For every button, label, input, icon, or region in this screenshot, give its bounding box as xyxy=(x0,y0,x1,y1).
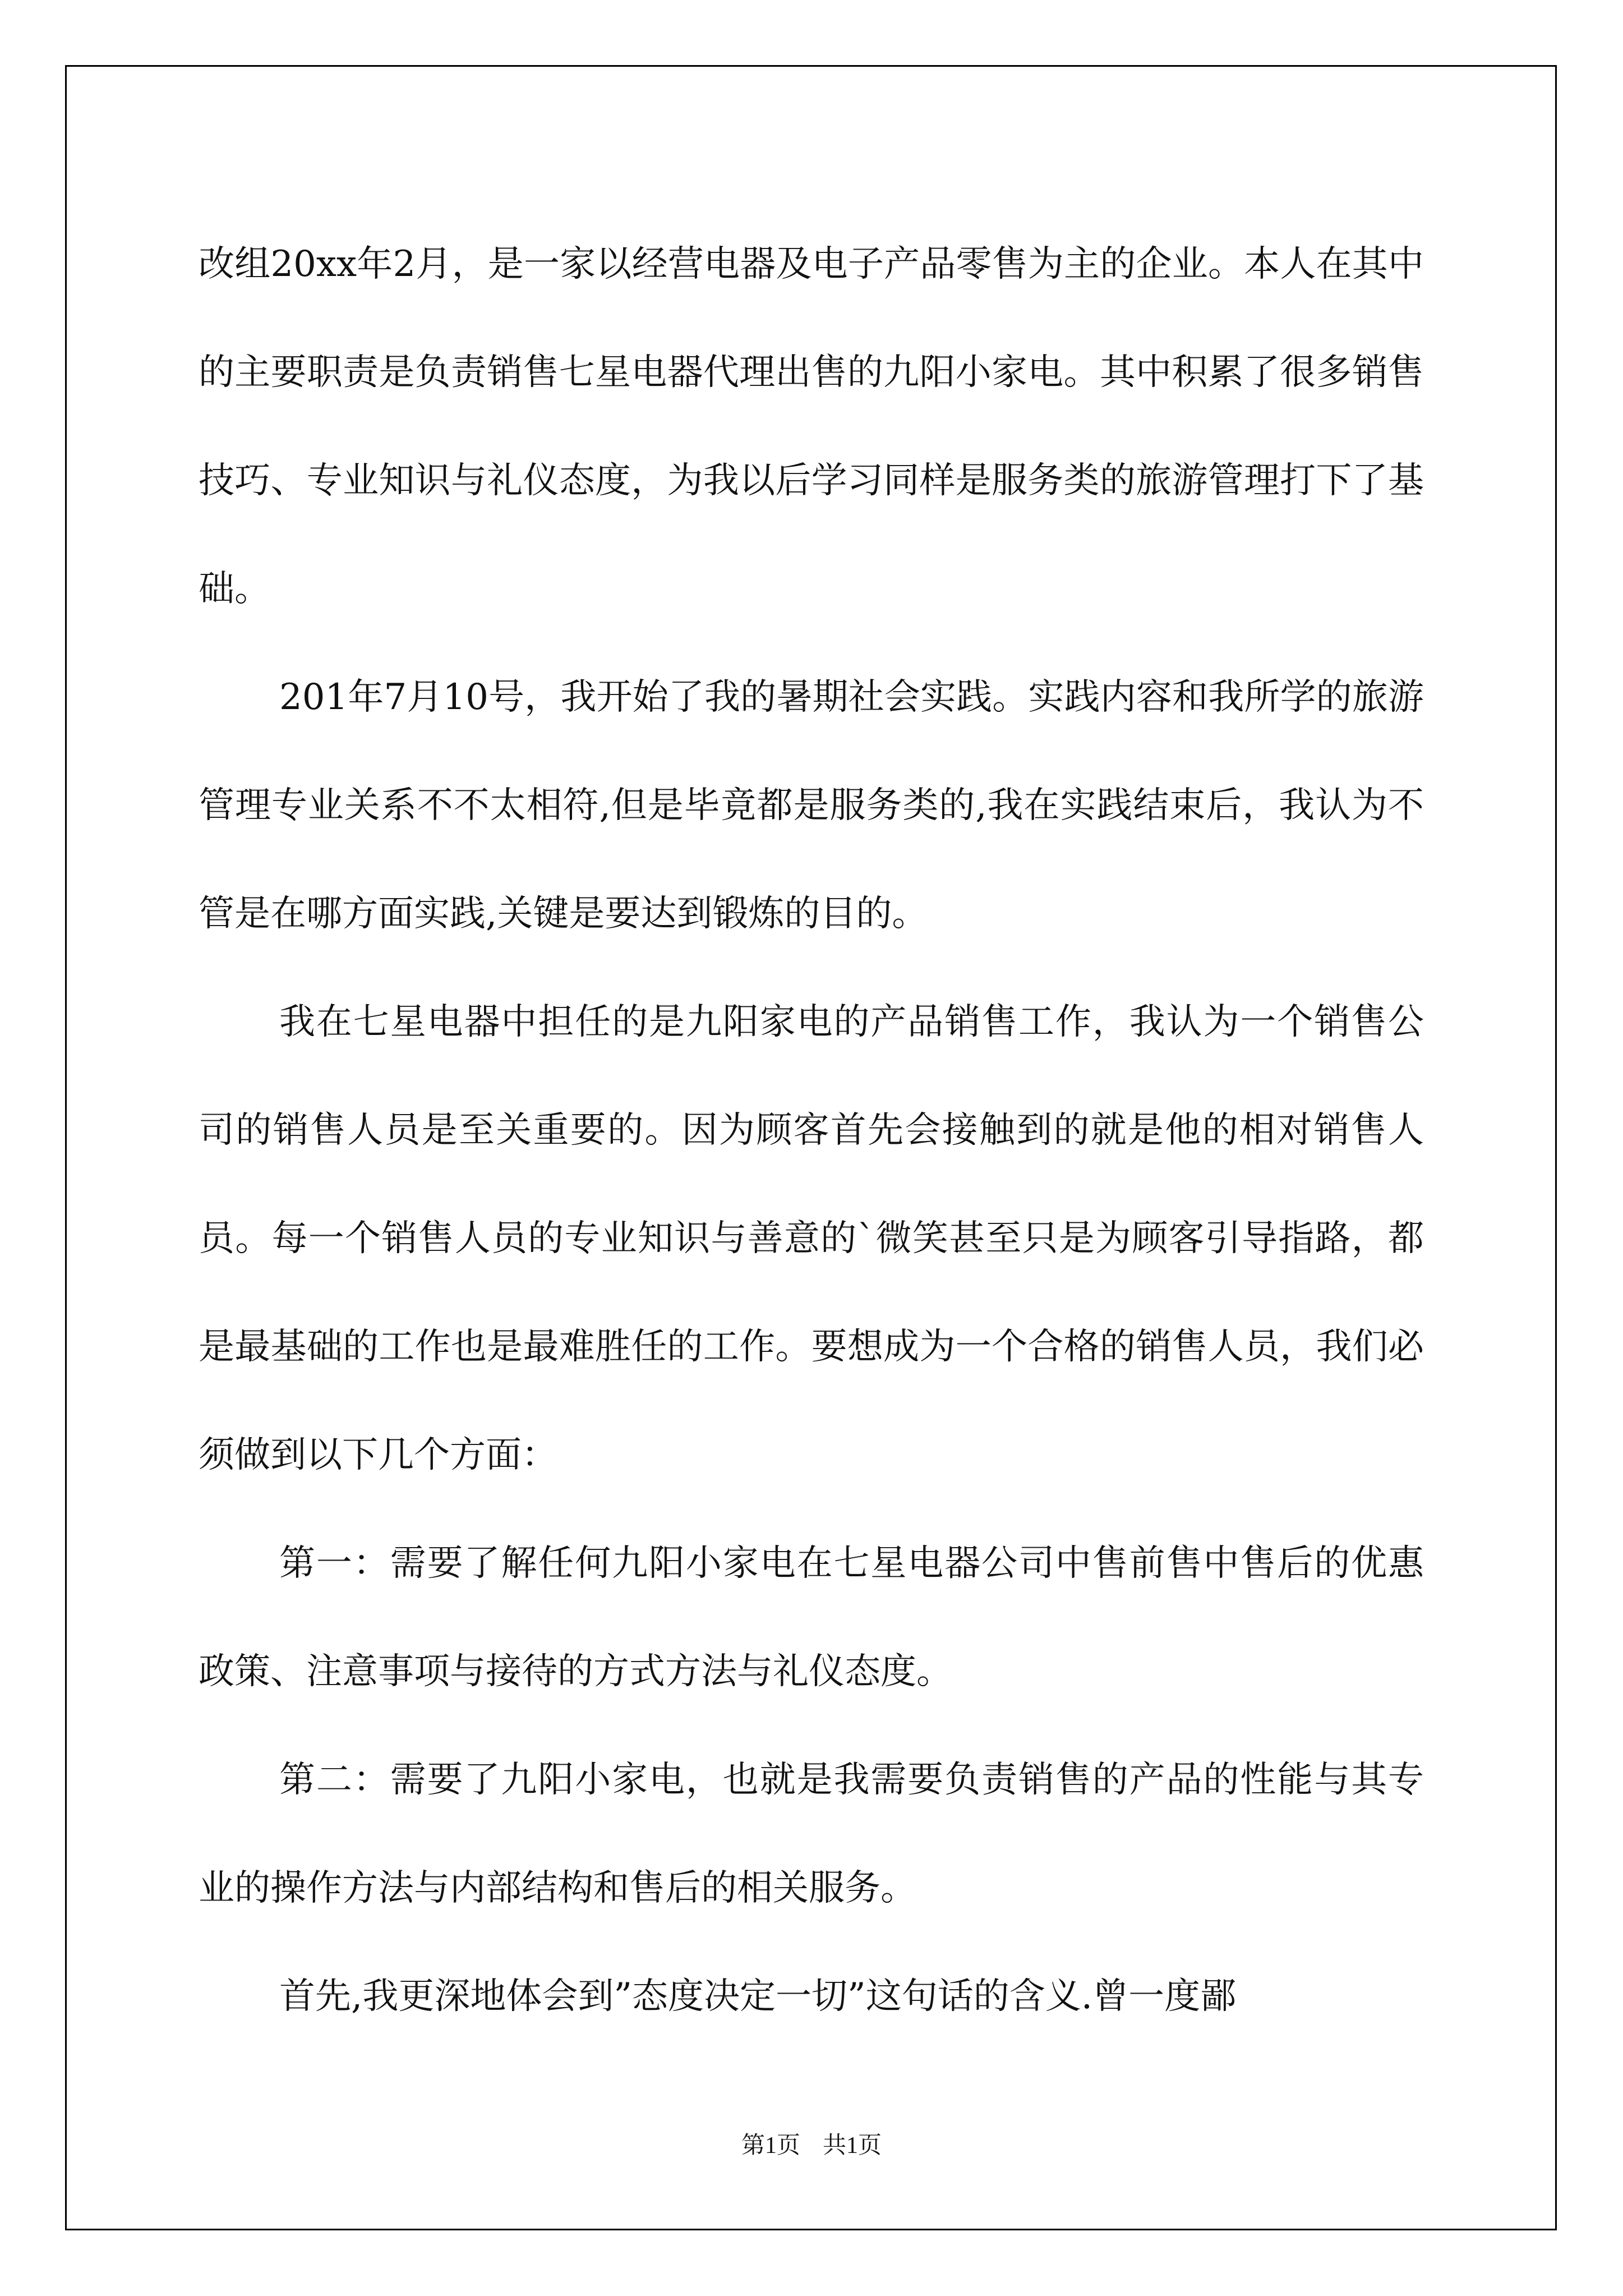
paragraph: 首先,我更深地体会到”态度决定一切”这句话的含义.曾一度鄙 xyxy=(279,1976,1237,2017)
page-footer xyxy=(0,2129,1623,2162)
document-body xyxy=(199,210,1424,2051)
paragraph: 201年7月10号，我开始了我的暑期社会实践。实践内容和我所学的旅游管理专业关系不不太相符,但是毕竟都是服务类的,我在实践结束后，我认为不管是在哪方面实践,关键是要达到锻炼的目的。 xyxy=(199,677,1424,935)
paragraph: 改组20xx年2月，是一家以经营电器及电子产品零售为主的企业。本人在其中的主要职责是负责销售七星电器代理出售的九阳小家电。其中积累了很多销售技巧、专业知识与礼仪态度，为我以后学习同样是服务类的旅游管理打下了基础。 xyxy=(199,243,1424,610)
paragraph: 我在七星电器中担任的是九阳家电的产品销售工作，我认为一个销售公司的销售人员是至关重要的。因为顾客首先会接触到的就是他的相对销售人员。每一个销售人员的专业知识与善意的`微笑甚至只是为顾客引导指路，都是最基础的工作也是最难胜任的工作。要想成为一个合格的销售人员，我们必须做到以下几个方面： xyxy=(199,1001,1424,1476)
paragraph: 第一：需要了解任何九阳小家电在七星电器公司中售前售中售后的优惠政策、注意事项与接待的方式方法与礼仪态度。 xyxy=(199,1543,1424,1692)
page-total: 共1页 xyxy=(823,2133,882,2159)
paragraph: 第二：需要了九阳小家电，也就是我需要负责销售的产品的性能与其专业的操作方法与内部结构和售后的相关服务。 xyxy=(199,1759,1424,1909)
page-number: 第1页 xyxy=(741,2133,800,2159)
